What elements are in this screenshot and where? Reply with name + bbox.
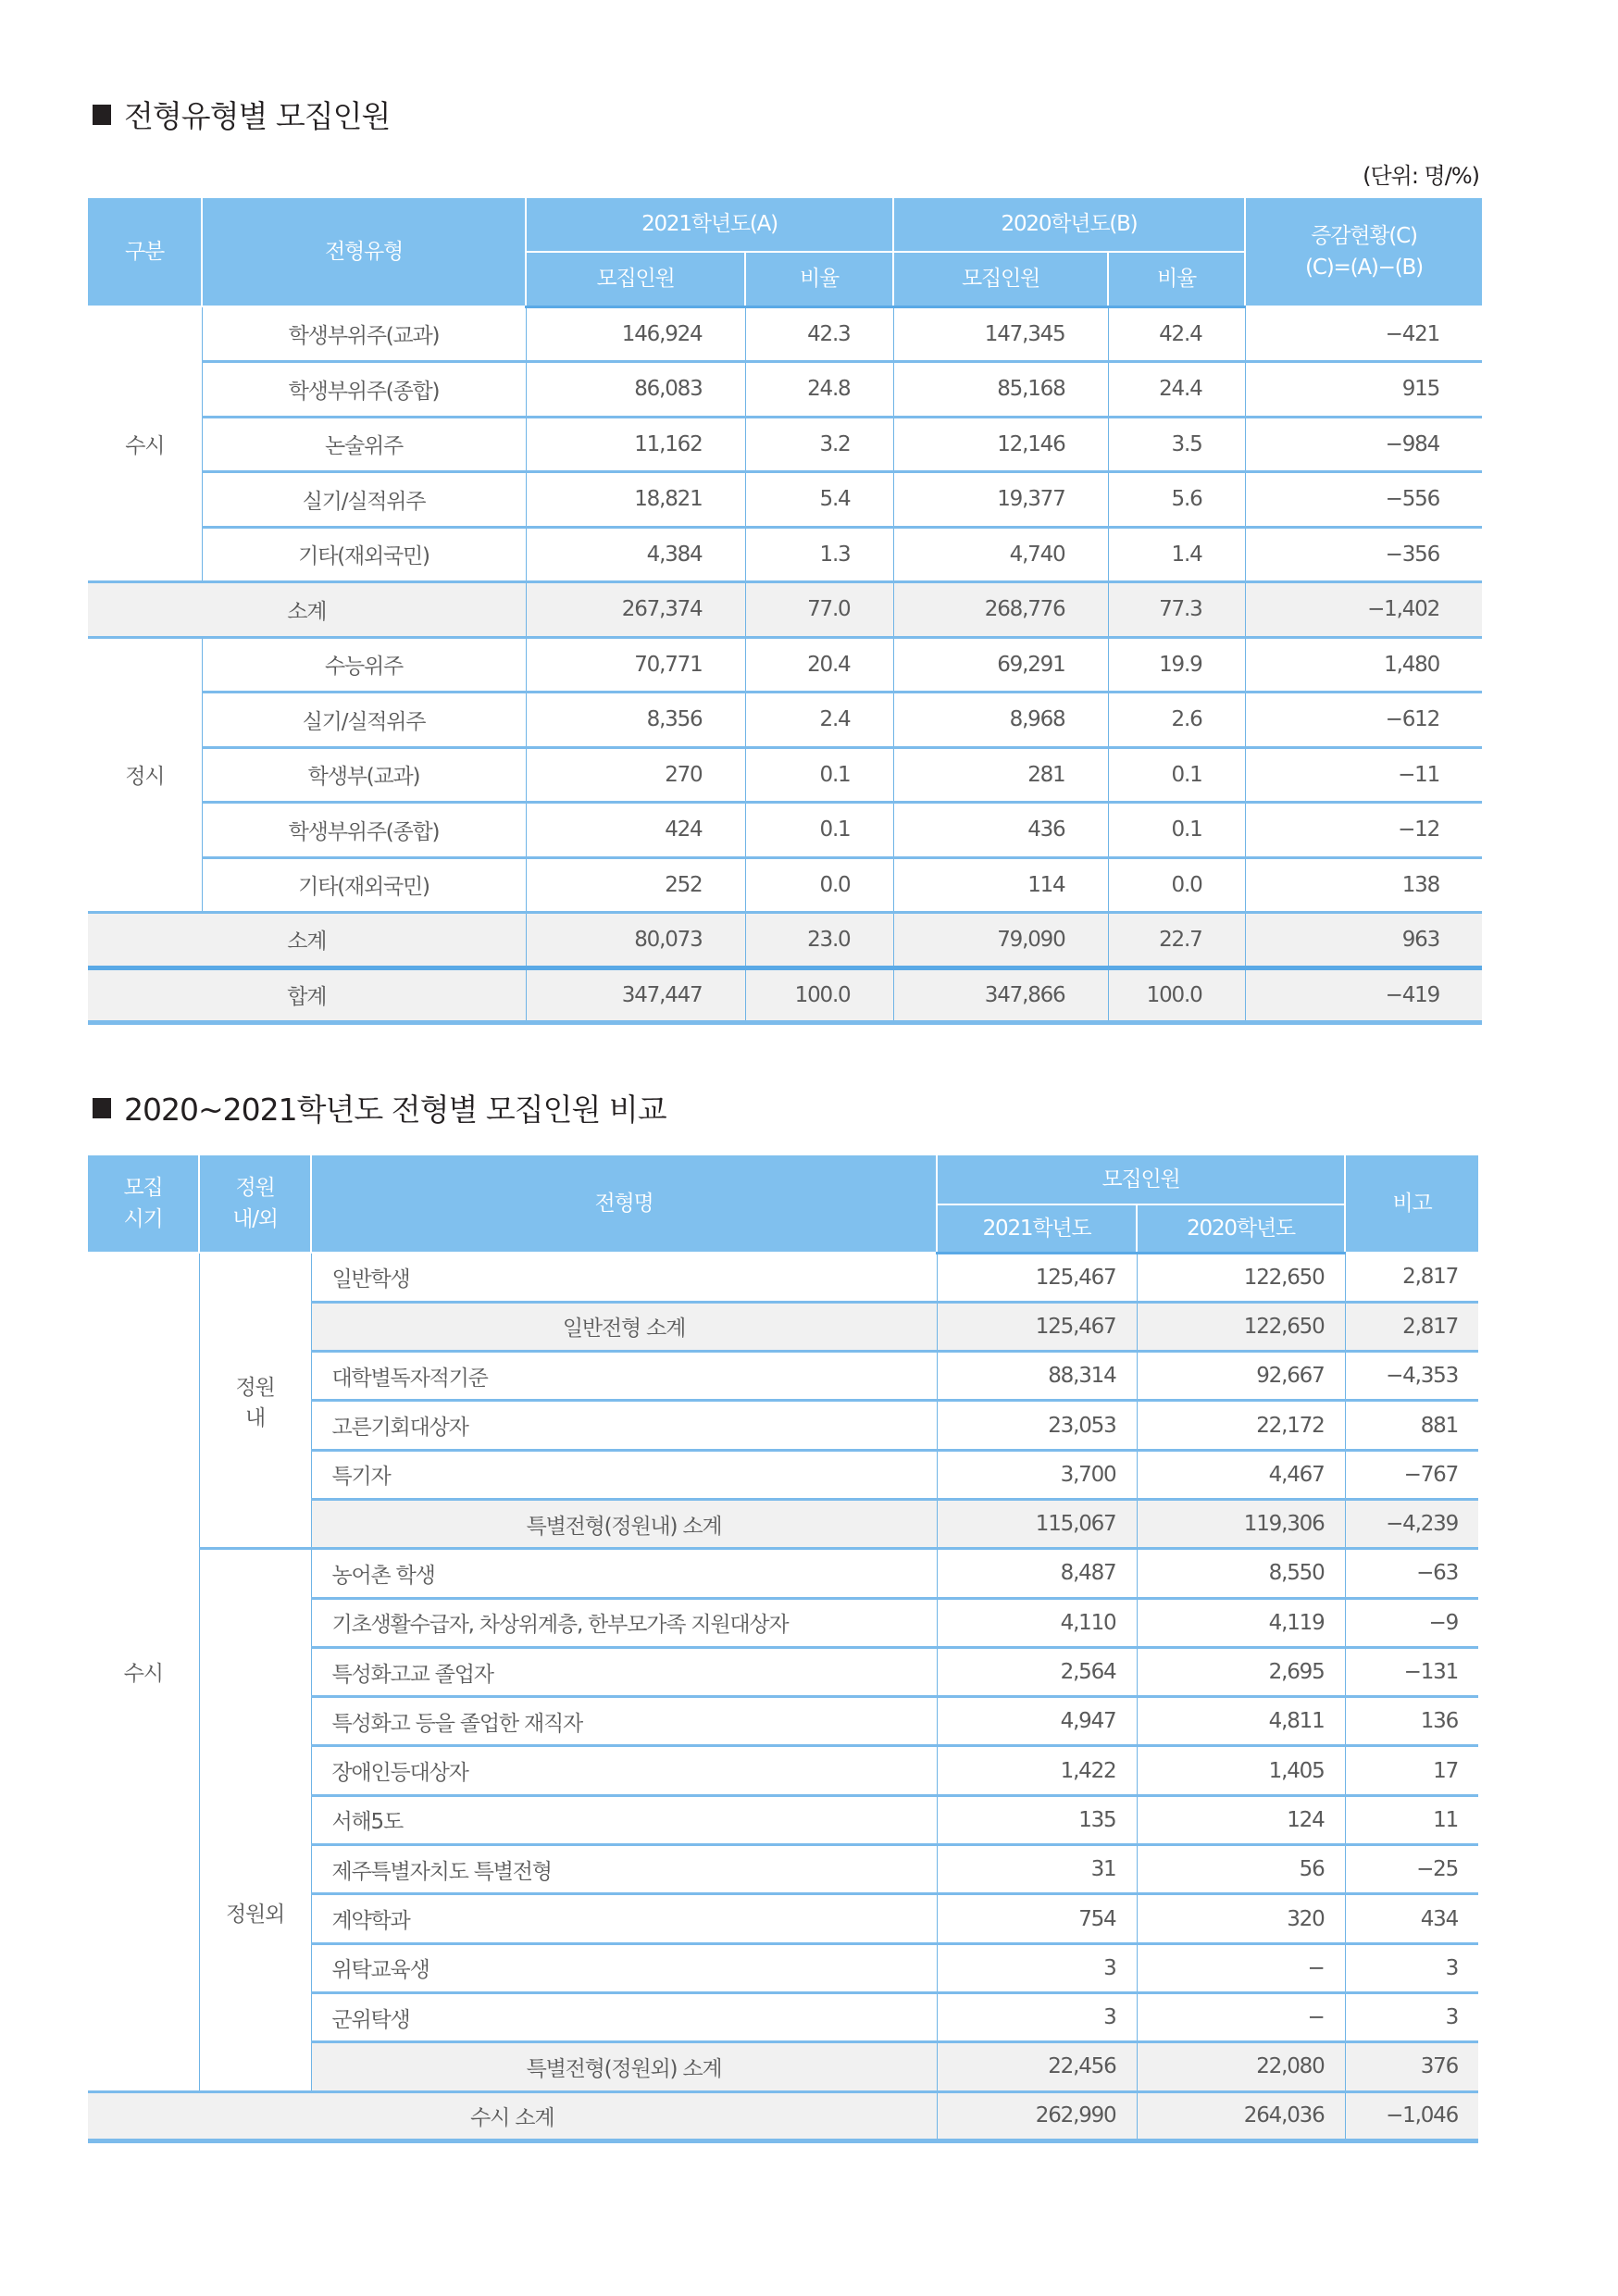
table-row (88, 527, 1482, 582)
total-count-2021: 262,990 (937, 2091, 1137, 2140)
header-quota: 정원 내/외 (199, 1155, 311, 1253)
quota-outer-label: 정원외 (199, 1549, 311, 2091)
count-2020: 4,467 (1137, 1450, 1345, 1499)
change-cell: −421 (1245, 306, 1482, 362)
subtotal-change: 963 (1245, 913, 1482, 968)
ratio-2020: 0.1 (1108, 803, 1245, 858)
count-2021: 88,314 (937, 1352, 1137, 1401)
group-label: 정시 (88, 637, 202, 913)
table-row (88, 306, 1482, 362)
header-count: 모집인원 (937, 1155, 1345, 1204)
type-cell: 실기/실적위주 (202, 472, 526, 528)
count-2021: 31 (937, 1845, 1137, 1894)
total-change: −419 (1245, 967, 1482, 1023)
admission-name: 특별전형(정원외) 소계 (311, 2042, 937, 2091)
count-2020: 8,968 (893, 693, 1108, 748)
admission-name: 계약학과 (311, 1894, 937, 1943)
count-2020: 114 (893, 857, 1108, 913)
count-2021: 8,487 (937, 1549, 1137, 1598)
count-2021: 115,067 (937, 1499, 1137, 1548)
table-row (88, 417, 1482, 472)
total-label: 수시 소계 (88, 2091, 937, 2140)
count-2020: 4,119 (1137, 1598, 1345, 1647)
subtotal-label: 소계 (88, 913, 526, 968)
ratio-2020: 3.5 (1108, 417, 1245, 472)
note-cell: 2,817 (1345, 1253, 1478, 1302)
count-2020: 119,306 (1137, 1499, 1345, 1548)
type-cell: 기타(재외국민) (202, 527, 526, 582)
subtotal-count-2020: 79,090 (893, 913, 1108, 968)
group-label: 수시 (88, 306, 202, 582)
ratio-2021: 0.0 (745, 857, 893, 913)
note-cell: 376 (1345, 2042, 1478, 2091)
note-cell: −4,239 (1345, 1499, 1478, 1548)
subtotal-count-2021: 80,073 (526, 913, 745, 968)
table-row (88, 693, 1482, 748)
total-note: −1,046 (1345, 2091, 1478, 2140)
admission-name: 특성화고 등을 졸업한 재직자 (311, 1697, 937, 1746)
subtotal-ratio-2020: 77.3 (1108, 582, 1245, 638)
table-row (88, 857, 1482, 913)
count-2020: 122,650 (1137, 1253, 1345, 1302)
table-row (88, 472, 1482, 528)
period-label: 수시 (88, 1253, 199, 2091)
note-cell: 136 (1345, 1697, 1478, 1746)
count-2021: 146,924 (526, 306, 745, 362)
count-2020: 320 (1137, 1894, 1345, 1943)
ratio-2020: 0.1 (1108, 747, 1245, 803)
subtotal-count-2021: 267,374 (526, 582, 745, 638)
total-count-2020: 264,036 (1137, 2091, 1345, 2140)
note-cell: −767 (1345, 1450, 1478, 1499)
count-2020: 22,172 (1137, 1401, 1345, 1450)
count-2021: 18,821 (526, 472, 745, 528)
change-cell: 1,480 (1245, 637, 1482, 693)
type-cell: 논술위주 (202, 417, 526, 472)
admission-name: 일반학생 (311, 1253, 937, 1302)
change-cell: −556 (1245, 472, 1482, 528)
count-2020: 436 (893, 803, 1108, 858)
note-cell: −131 (1345, 1647, 1478, 1696)
note-cell: 3 (1345, 1943, 1478, 1992)
count-2020: 281 (893, 747, 1108, 803)
header-name: 전형명 (311, 1155, 937, 1253)
count-2021: 135 (937, 1795, 1137, 1844)
ratio-2020: 19.9 (1108, 637, 1245, 693)
admission-name: 특성화고교 졸업자 (311, 1647, 937, 1696)
ratio-2021: 1.3 (745, 527, 893, 582)
table-row (88, 1253, 1478, 1302)
note-cell: 3 (1345, 1992, 1478, 2041)
admission-name: 기초생활수급자, 차상위계층, 한부모가족 지원대상자 (311, 1598, 937, 1647)
section-title-1 (93, 93, 390, 136)
square-bullet-icon (93, 1098, 111, 1118)
count-2020: 92,667 (1137, 1352, 1345, 1401)
note-cell: −63 (1345, 1549, 1478, 1598)
change-cell: −12 (1245, 803, 1482, 858)
count-2021: 4,384 (526, 527, 745, 582)
admission-name: 농어촌 학생 (311, 1549, 937, 1598)
count-2021: 125,467 (937, 1302, 1137, 1351)
count-2021: 11,162 (526, 417, 745, 472)
header-year-2020: 2020학년도(B) (893, 198, 1245, 252)
count-2020: 56 (1137, 1845, 1345, 1894)
count-2021: 86,083 (526, 362, 745, 418)
subtotal-count-2020: 268,776 (893, 582, 1108, 638)
note-cell: 17 (1345, 1746, 1478, 1795)
count-2020: 8,550 (1137, 1549, 1345, 1598)
subtotal-ratio-2021: 77.0 (745, 582, 893, 638)
subtotal-row (88, 582, 1482, 638)
type-cell: 기타(재외국민) (202, 857, 526, 913)
admission-comparison-table (88, 1155, 1478, 2143)
count-2021: 3 (937, 1992, 1137, 2041)
header-ratio-2021: 비율 (745, 252, 893, 306)
ratio-2020: 1.4 (1108, 527, 1245, 582)
ratio-2020: 42.4 (1108, 306, 1245, 362)
admission-name: 군위탁생 (311, 1992, 937, 2041)
note-cell: 2,817 (1345, 1302, 1478, 1351)
change-cell: 915 (1245, 362, 1482, 418)
count-2020: 147,345 (893, 306, 1108, 362)
subtotal-change: −1,402 (1245, 582, 1482, 638)
admission-name: 제주특별자치도 특별전형 (311, 1845, 937, 1894)
type-cell: 수능위주 (202, 637, 526, 693)
count-2021: 252 (526, 857, 745, 913)
section-title-text: 전형유형별 모집인원 (124, 98, 391, 134)
type-cell: 학생부위주(교과) (202, 306, 526, 362)
ratio-2020: 0.0 (1108, 857, 1245, 913)
header-count-2021: 모집인원 (526, 252, 745, 306)
ratio-2021: 0.1 (745, 747, 893, 803)
ratio-2021: 20.4 (745, 637, 893, 693)
note-cell: 881 (1345, 1401, 1478, 1450)
type-cell: 학생부(교과) (202, 747, 526, 803)
ratio-2021: 0.1 (745, 803, 893, 858)
count-2020: 69,291 (893, 637, 1108, 693)
count-2020: 1,405 (1137, 1746, 1345, 1795)
change-cell: −612 (1245, 693, 1482, 748)
count-2020: 2,695 (1137, 1647, 1345, 1696)
total-count-2020: 347,866 (893, 967, 1108, 1023)
count-2021: 4,110 (937, 1598, 1137, 1647)
count-2021: 22,456 (937, 2042, 1137, 2091)
table-row (88, 803, 1482, 858)
note-cell: −9 (1345, 1598, 1478, 1647)
subtotal-ratio-2021: 23.0 (745, 913, 893, 968)
subtotal-ratio-2020: 22.7 (1108, 913, 1245, 968)
ratio-2021: 24.8 (745, 362, 893, 418)
total-label: 합계 (88, 967, 526, 1023)
ratio-2020: 2.6 (1108, 693, 1245, 748)
note-cell: −4,353 (1345, 1352, 1478, 1401)
count-2021: 23,053 (937, 1401, 1137, 1450)
header-y2021: 2021학년도 (937, 1204, 1137, 1253)
ratio-2020: 24.4 (1108, 362, 1245, 418)
change-cell: −984 (1245, 417, 1482, 472)
ratio-2021: 42.3 (745, 306, 893, 362)
total-row (88, 2091, 1478, 2140)
count-2021: 3 (937, 1943, 1137, 1992)
admission-name: 대학별독자적기준 (311, 1352, 937, 1401)
ratio-2020: 5.6 (1108, 472, 1245, 528)
header-ratio-2020: 비율 (1108, 252, 1245, 306)
type-cell: 학생부위주(종합) (202, 803, 526, 858)
change-cell: 138 (1245, 857, 1482, 913)
section-title-text: 2020~2021학년도 전형별 모집인원 비교 (124, 1092, 666, 1128)
header-period: 모집 시기 (88, 1155, 199, 1253)
admission-name: 특별전형(정원내) 소계 (311, 1499, 937, 1548)
note-cell: 434 (1345, 1894, 1478, 1943)
count-2021: 1,422 (937, 1746, 1137, 1795)
table-row (88, 362, 1482, 418)
header-count-2020: 모집인원 (893, 252, 1108, 306)
ratio-2021: 3.2 (745, 417, 893, 472)
header-change: 증감현황(C) (C)=(A)−(B) (1245, 198, 1482, 306)
count-2020: 22,080 (1137, 2042, 1345, 2091)
count-2020: 19,377 (893, 472, 1108, 528)
header-year-2021: 2021학년도(A) (526, 198, 893, 252)
header-category: 구분 (88, 198, 202, 306)
table-row (88, 747, 1482, 803)
count-2020: 4,740 (893, 527, 1108, 582)
count-2020: 12,146 (893, 417, 1108, 472)
count-2021: 3,700 (937, 1450, 1137, 1499)
admission-name: 서해5도 (311, 1795, 937, 1844)
change-cell: −356 (1245, 527, 1482, 582)
admission-name: 장애인등대상자 (311, 1746, 937, 1795)
count-2020: 124 (1137, 1795, 1345, 1844)
ratio-2021: 2.4 (745, 693, 893, 748)
total-count-2021: 347,447 (526, 967, 745, 1023)
change-cell: −11 (1245, 747, 1482, 803)
section-title-2 (93, 1086, 666, 1129)
square-bullet-icon (93, 105, 111, 125)
header-y2020: 2020학년도 (1137, 1204, 1345, 1253)
count-2020: − (1137, 1943, 1345, 1992)
total-ratio-2021: 100.0 (745, 967, 893, 1023)
count-2020: 85,168 (893, 362, 1108, 418)
subtotal-label: 소계 (88, 582, 526, 638)
count-2021: 8,356 (526, 693, 745, 748)
count-2021: 4,947 (937, 1697, 1137, 1746)
table-row (88, 1549, 1478, 1598)
note-cell: 11 (1345, 1795, 1478, 1844)
type-cell: 학생부위주(종합) (202, 362, 526, 418)
admission-name: 위탁교육생 (311, 1943, 937, 1992)
count-2021: 754 (937, 1894, 1137, 1943)
total-ratio-2020: 100.0 (1108, 967, 1245, 1023)
header-note: 비고 (1345, 1155, 1478, 1253)
admission-name: 특기자 (311, 1450, 937, 1499)
total-row (88, 967, 1482, 1023)
count-2021: 424 (526, 803, 745, 858)
admission-by-type-table (88, 198, 1482, 1025)
admission-name: 일반전형 소계 (311, 1302, 937, 1351)
table-row (88, 637, 1482, 693)
ratio-2021: 5.4 (745, 472, 893, 528)
note-cell: −25 (1345, 1845, 1478, 1894)
count-2020: − (1137, 1992, 1345, 2041)
count-2021: 270 (526, 747, 745, 803)
unit-label: (단위: 명/%) (1363, 163, 1479, 189)
count-2021: 2,564 (937, 1647, 1137, 1696)
admission-name: 고른기회대상자 (311, 1401, 937, 1450)
header-type: 전형유형 (202, 198, 526, 306)
count-2021: 125,467 (937, 1253, 1137, 1302)
quota-inner-label: 정원 내 (199, 1253, 311, 1549)
count-2021: 70,771 (526, 637, 745, 693)
count-2020: 4,811 (1137, 1697, 1345, 1746)
type-cell: 실기/실적위주 (202, 693, 526, 748)
subtotal-row (88, 913, 1482, 968)
count-2020: 122,650 (1137, 1302, 1345, 1351)
